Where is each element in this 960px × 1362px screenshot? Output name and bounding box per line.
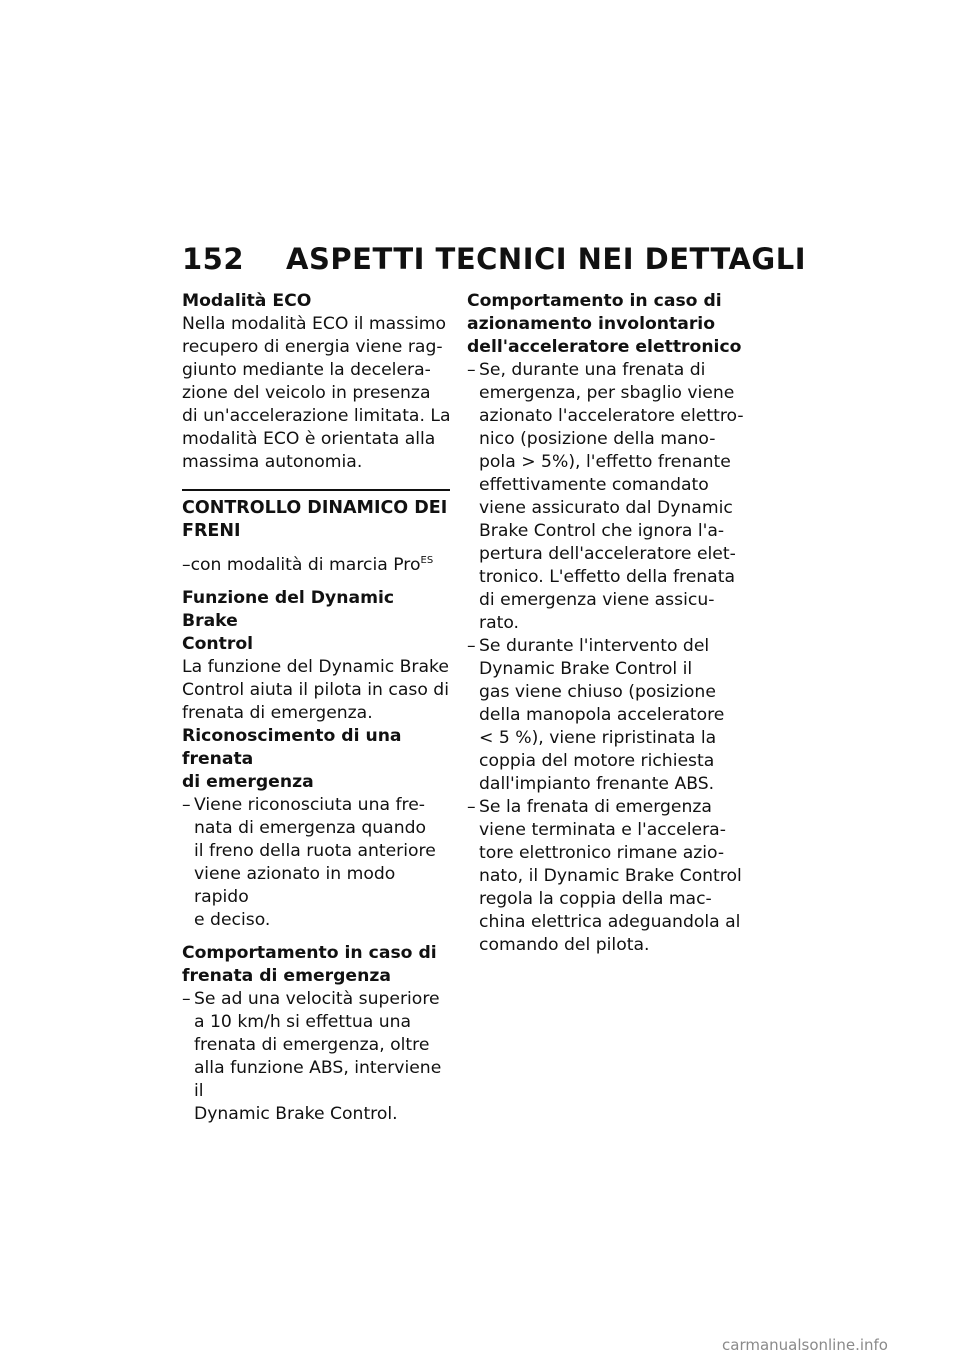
text-line: frenata di emergenza, oltre xyxy=(194,1035,430,1055)
text-line: viene assicurato dal Dynamic xyxy=(479,498,733,518)
function-paragraph xyxy=(182,656,454,725)
text-line: massima autonomia. xyxy=(182,452,363,472)
heading-line: Riconoscimento di una frenata xyxy=(182,726,402,769)
mode-note-text: –con modalità di marcia Pro xyxy=(182,555,421,575)
text-line: Se ad una velocità superiore xyxy=(194,989,440,1009)
text-line: alla funzione ABS, interviene il xyxy=(194,1058,442,1101)
list-item-text xyxy=(479,359,747,635)
text-line: recupero di energia viene rag- xyxy=(182,337,443,357)
heading-line: di emergenza xyxy=(182,772,314,792)
section-title-line: FRENI xyxy=(182,521,241,541)
recognition-list xyxy=(182,794,454,932)
list-item xyxy=(182,794,454,932)
watermark: carmanualsonline.info xyxy=(722,1336,888,1354)
involuntary-list xyxy=(467,359,747,957)
text-line: tronico. L'effetto della frenata xyxy=(479,567,735,587)
bullet-dash: – xyxy=(182,795,191,815)
text-line: china elettrica adeguandola al xyxy=(479,912,741,932)
text-line: Dynamic Brake Control. xyxy=(194,1104,398,1124)
text-line: comando del pilota. xyxy=(479,935,650,955)
text-line: coppia del motore richiesta xyxy=(479,751,715,771)
text-line: Se, durante una frenata di xyxy=(479,360,706,380)
section-title-line: CONTROLLO DINAMICO DEI xyxy=(182,498,448,518)
heading-line: azionamento involontario xyxy=(467,314,716,334)
text-line: pola > 5%), l'effetto frenante xyxy=(479,452,731,472)
bullet-dash: – xyxy=(182,989,191,1009)
text-line: Brake Control che ignora l'a- xyxy=(479,521,725,541)
eco-heading: Modalità ECO xyxy=(182,291,312,311)
text-line: pertura dell'acceleratore elet- xyxy=(479,544,736,564)
list-item-text xyxy=(194,794,454,932)
text-line: di emergenza viene assicu- xyxy=(479,590,715,610)
text-line: viene terminata e l'accelera- xyxy=(479,820,726,840)
bullet-dash: – xyxy=(467,636,476,656)
heading-line: Comportamento in caso di xyxy=(467,291,722,311)
text-line: azionato l'acceleratore elettro- xyxy=(479,406,744,426)
text-line: della manopola acceleratore xyxy=(479,705,725,725)
bullet-dash: – xyxy=(467,797,476,817)
text-line: il freno della ruota anteriore xyxy=(194,841,436,861)
list-item xyxy=(467,359,747,635)
heading-line: Control xyxy=(182,634,254,654)
mode-note xyxy=(182,549,454,577)
function-heading xyxy=(182,587,454,656)
involuntary-heading xyxy=(467,290,747,359)
text-line: e deciso. xyxy=(194,910,271,930)
text-line: viene azionato in modo rapido xyxy=(194,864,396,907)
heading-line: Comportamento in caso di xyxy=(182,943,437,963)
text-line: rato. xyxy=(479,613,520,633)
text-line: nato, il Dynamic Brake Control xyxy=(479,866,742,886)
text-line: zione del veicolo in presenza xyxy=(182,383,431,403)
text-line: Control aiuta il pilota in caso di xyxy=(182,680,449,700)
text-line: nata di emergenza quando xyxy=(194,818,427,838)
text-line: dall'impianto frenante ABS. xyxy=(479,774,715,794)
text-line: regola la coppia della mac- xyxy=(479,889,712,909)
list-item xyxy=(467,635,747,796)
text-line: tore elettronico rimane azio- xyxy=(479,843,725,863)
text-line: Viene riconosciuta una fre- xyxy=(194,795,425,815)
text-line: frenata di emergenza. xyxy=(182,703,373,723)
list-item-text xyxy=(194,988,454,1126)
section-title xyxy=(182,497,454,543)
emergency-heading xyxy=(182,942,454,988)
text-line: Se la frenata di emergenza xyxy=(479,797,712,817)
right-column xyxy=(467,290,747,957)
eco-paragraph xyxy=(182,313,454,474)
page-number: 152 xyxy=(182,242,245,276)
text-line: gas viene chiuso (posizione xyxy=(479,682,716,702)
heading-line: dell'acceleratore elettronico xyxy=(467,337,742,357)
text-line: giunto mediante la decelera- xyxy=(182,360,431,380)
page-header xyxy=(182,242,806,276)
text-line: < 5 %), viene ripristinata la xyxy=(479,728,717,748)
text-line: Dynamic Brake Control il xyxy=(479,659,693,679)
text-line: nico (posizione della mano- xyxy=(479,429,716,449)
text-line: emergenza, per sbaglio viene xyxy=(479,383,735,403)
heading-line: frenata di emergenza xyxy=(182,966,391,986)
text-line: di un'accelerazione limitata. La xyxy=(182,406,451,426)
text-line: Nella modalità ECO il massimo xyxy=(182,314,447,334)
text-line: modalità ECO è orientata alla xyxy=(182,429,436,449)
recognition-heading xyxy=(182,725,454,794)
text-line: a 10 km/h si effettua una xyxy=(194,1012,412,1032)
text-line: effettivamente comandato xyxy=(479,475,709,495)
left-column xyxy=(182,290,454,1126)
section-divider xyxy=(182,489,450,491)
text-line: Se durante l'intervento del xyxy=(479,636,710,656)
heading-line: Funzione del Dynamic Brake xyxy=(182,588,395,631)
list-item-text xyxy=(479,796,747,957)
list-item xyxy=(182,988,454,1126)
page-title: ASPETTI TECNICI NEI DETTAGLI xyxy=(286,242,807,276)
text-line: La funzione del Dynamic Brake xyxy=(182,657,449,677)
list-item-text xyxy=(479,635,747,796)
emergency-list xyxy=(182,988,454,1126)
bullet-dash: – xyxy=(467,360,476,380)
mode-note-superscript: ES xyxy=(420,555,434,566)
list-item xyxy=(467,796,747,957)
